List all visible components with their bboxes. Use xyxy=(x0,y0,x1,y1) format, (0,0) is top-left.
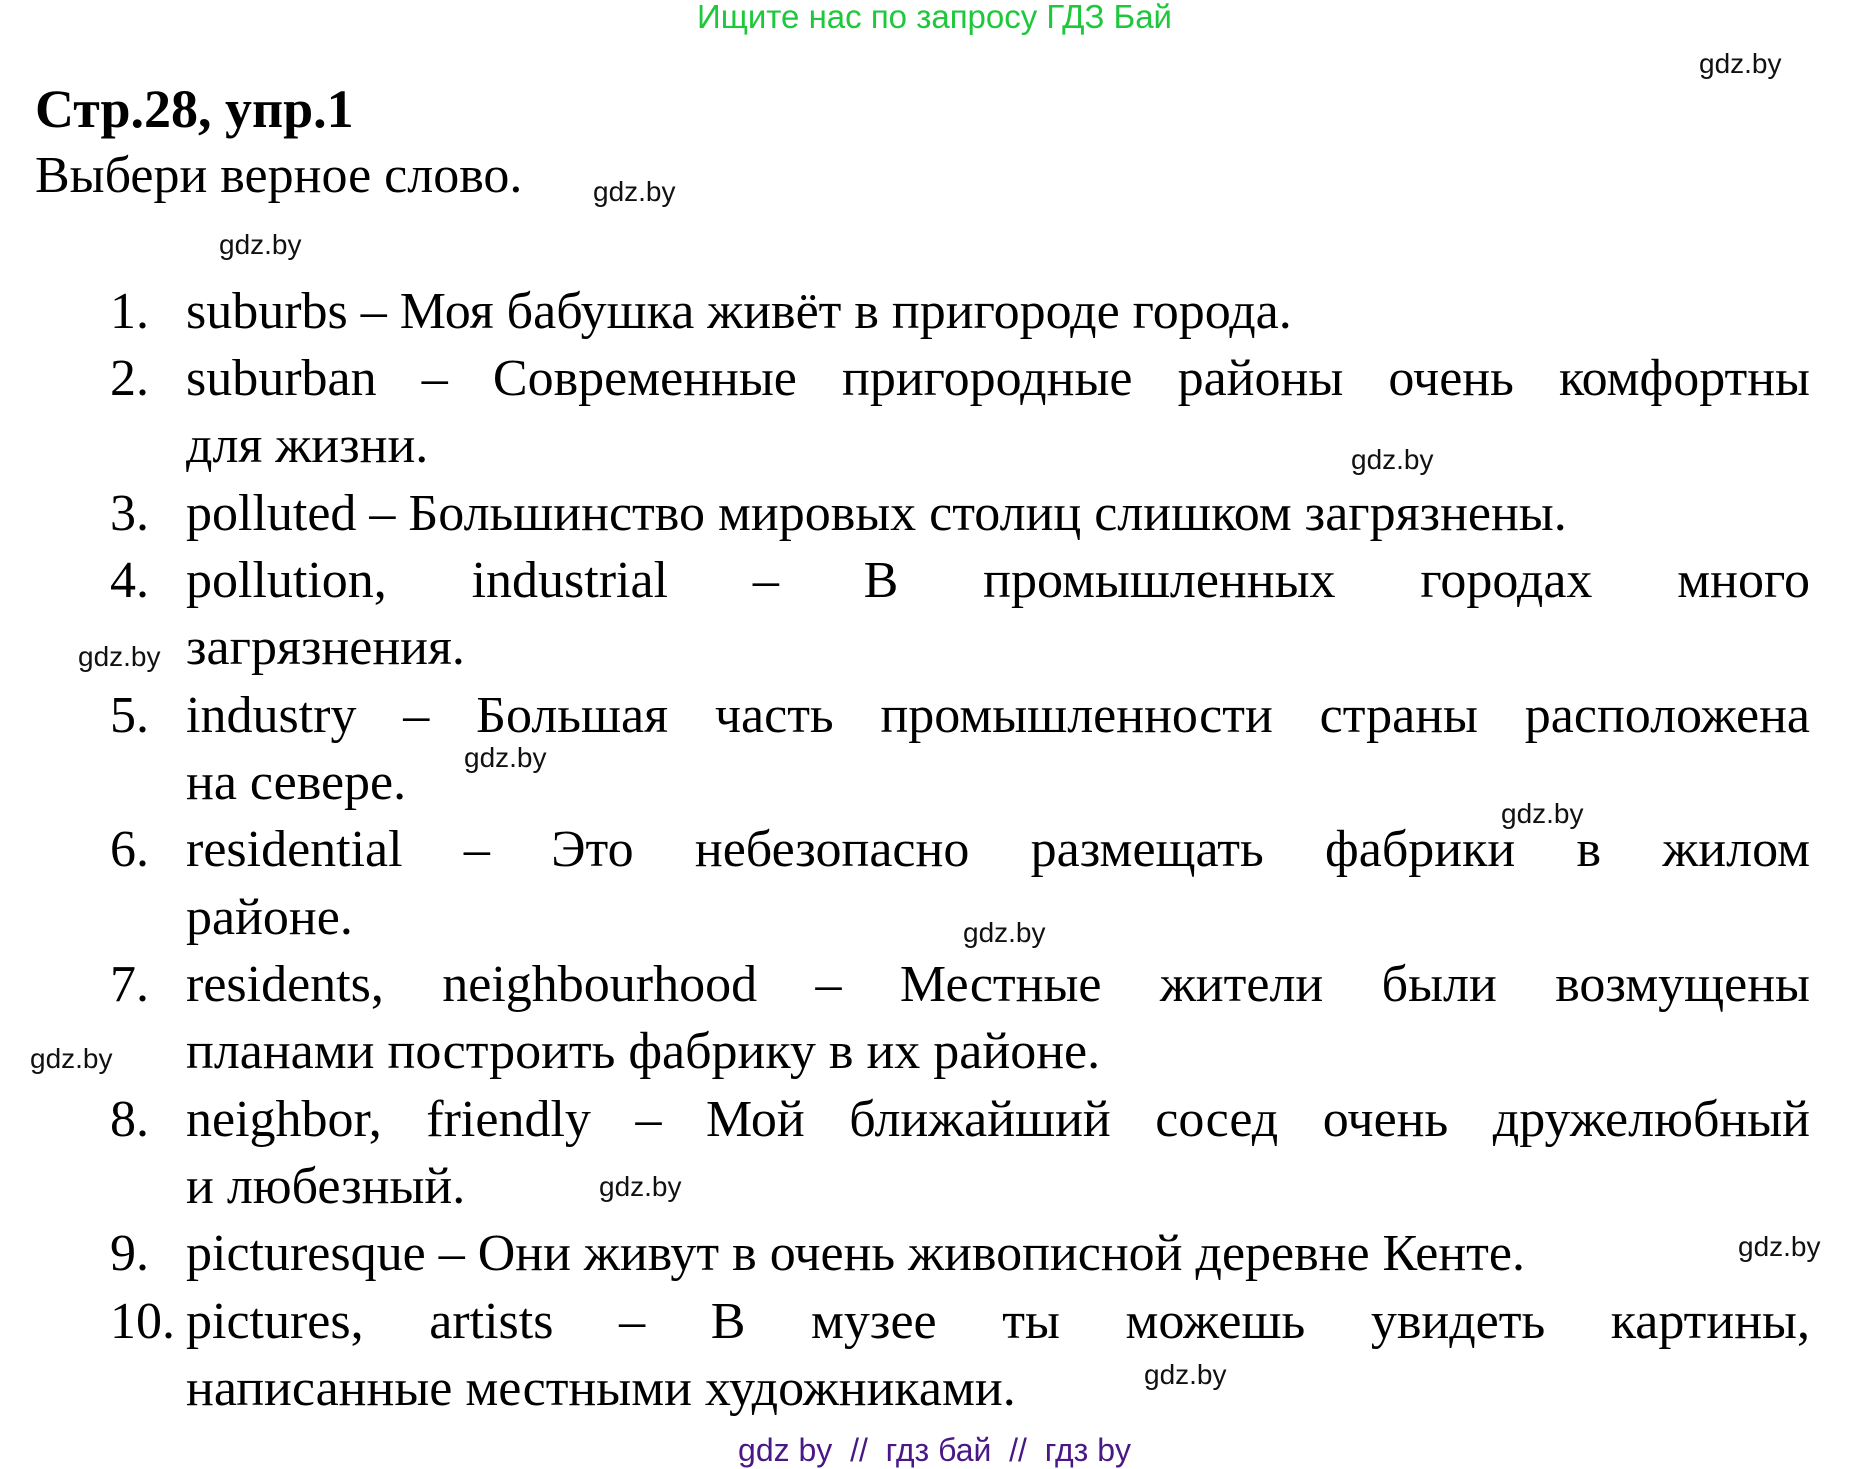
item-number: 2. xyxy=(110,350,149,407)
footer-watermark: gdz by // гдз бай // гдз by xyxy=(738,1432,1131,1468)
watermark: gdz.by xyxy=(78,641,161,672)
item-text: загрязнения. xyxy=(186,619,465,676)
watermark: gdz.by xyxy=(593,176,676,207)
watermark: gdz.by xyxy=(219,229,302,260)
item-number: 7. xyxy=(110,956,149,1013)
item-text: residential – Это небезопасно размещать фабрики в жилом xyxy=(186,821,1810,878)
watermark: gdz.by xyxy=(599,1171,682,1202)
item-number: 6. xyxy=(110,821,149,878)
exercise-instruction: Выбери верное слово. xyxy=(35,147,523,204)
item-text: для жизни. xyxy=(186,417,429,474)
page-title: Стр.28, упр.1 xyxy=(35,79,354,139)
item-number: 8. xyxy=(110,1091,149,1148)
item-text: на севере. xyxy=(186,754,407,811)
promo-banner: Ищите нас по запросу ГДЗ Бай xyxy=(697,0,1172,35)
item-number: 5. xyxy=(110,687,149,744)
item-number: 10. xyxy=(110,1293,175,1350)
item-number: 1. xyxy=(110,283,149,340)
watermark: gdz.by xyxy=(963,917,1046,948)
item-text: планами построить фабрику в их районе. xyxy=(186,1023,1101,1080)
watermark: gdz.by xyxy=(1501,798,1584,829)
item-text: и любезный. xyxy=(186,1158,466,1215)
item-text: suburbs – Моя бабушка живёт в пригороде города. xyxy=(186,283,1292,340)
watermark: gdz.by xyxy=(1699,48,1782,79)
item-text: suburban – Современные пригородные районы очень комфортны xyxy=(186,350,1810,407)
item-number: 4. xyxy=(110,552,149,609)
watermark: gdz.by xyxy=(1144,1359,1227,1390)
item-text: neighbor, friendly – Мой ближайший сосед очень дружелюбный xyxy=(186,1091,1810,1148)
watermark: gdz.by xyxy=(1738,1231,1821,1262)
item-number: 9. xyxy=(110,1225,149,1282)
item-text: написанные местными художниками. xyxy=(186,1360,1016,1417)
item-text: pictures, artists – В музее ты можешь увидеть картины, xyxy=(186,1293,1810,1350)
item-text: районе. xyxy=(186,889,353,946)
item-text: pollution, industrial – В промышленных городах много xyxy=(186,552,1810,609)
watermark: gdz.by xyxy=(30,1043,113,1074)
item-text: polluted – Большинство мировых столиц слишком загрязнены. xyxy=(186,485,1567,542)
item-text: residents, neighbourhood – Местные жители были возмущены xyxy=(186,956,1810,1013)
item-text: picturesque – Они живут в очень живописной деревне Кенте. xyxy=(186,1225,1525,1282)
watermark: gdz.by xyxy=(464,742,547,773)
item-text: industry – Большая часть промышленности страны расположена xyxy=(186,687,1810,744)
item-number: 3. xyxy=(110,485,149,542)
watermark: gdz.by xyxy=(1351,444,1434,475)
